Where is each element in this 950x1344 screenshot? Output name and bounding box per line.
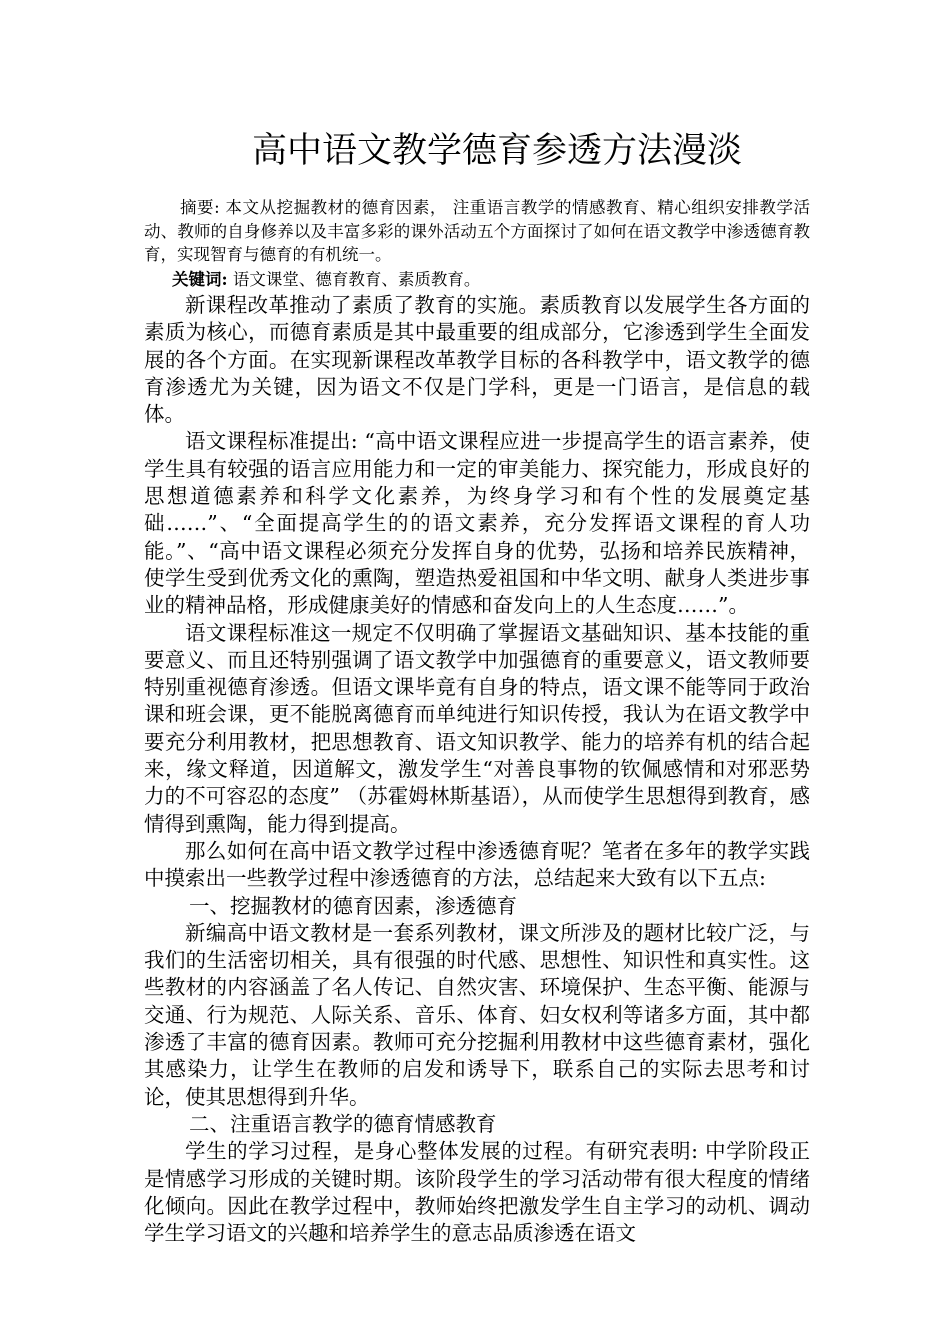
document-title: 高中语文教学德育参透方法漫淡 [252, 131, 743, 171]
section-heading-2: 二、注重语言教学的德育情感教育 [189, 1111, 497, 1136]
paragraph-curriculum-standard: 语文课程标准提出: “高中语文课程应进一步提高学生的语言素养，使学生具有较强的语言应用能力和一定的审美能力、探究能力，形成良好的思想道德素养和科学文化素养，为终身学习和有个性的发展奠定基础……”、“全面提高学生的的语文素养，充分发挥语文课程的育人功能。”、“高中语文课程必须充分发挥自身的优势，弘扬和培养民族精神，使学生受到优秀文化的熏陶，塑造热爱祖国和中华文明、献身人类进步事业的精神品格，形成健康美好的情感和奋发向上的人生态度……”。 [144, 429, 810, 618]
keywords-label: 关键词: [172, 270, 228, 289]
keywords-line [172, 268, 480, 292]
section-text-2: 学生的学习过程，是身心整体发展的过程。有研究表明: 中学阶段正是情感学习形成的关键时期。该阶段学生的学习活动带有很大程度的情绪化倾向。因此在教学过程中，教师始终把激发学生自主学习的动机、调动学生学习语文的兴趣和培养学生的意志品质渗透在语文 [144, 1139, 810, 1246]
body-text [144, 292, 810, 1247]
keywords-text: 语文课堂、德育教育、素质教育。 [227, 270, 481, 289]
section-heading-1: 一、挖掘教材的德育因素，渗透德育 [189, 893, 517, 918]
section-text-1: 新编高中语文教材是一套系列教材，课文所涉及的题材比较广泛，与我们的生活密切相关，具有很强的时代感、思想性、知识性和真实性。这些教材的内容涵盖了名人传记、自然灾害、环境保护、生态平衡、能源与交通、行为规范、人际关系、音乐、体育、妇女权利等诸多方面，其中都渗透了丰富的德育因素。教师可充分挖掘利用教材中这些德育素材，强化其感染力，让学生在教师的启发和诱导下，联系自己的实际去思考和讨论，使其思想得到升华。 [144, 920, 810, 1109]
paragraph-intro: 新课程改革推动了素质了教育的实施。素质教育以发展学生各方面的素质为核心，而德育素质是其中最重要的组成部分，它渗透到学生全面发展的各个方面。在实现新课程改革教学目标的各科教学中，语文教学的德育渗透尤为关键，因为语文不仅是门学科，更是一门语言，是信息的载体。 [144, 293, 810, 427]
paragraph-five-points: 那么如何在高中语文教学过程中渗透德育呢？笔者在多年的教学实践中摸索出一些教学过程中渗透德育的方法，总结起来大致有以下五点: [144, 838, 810, 891]
abstract: 摘要: 本文从挖掘教材的德育因素， 注重语言教学的情感教育、精心组织安排教学活动、教师的自身修养以及丰富多彩的课外活动五个方面探讨了如何在语文教学中渗透德育教育，实现智育与德育的有机统一。 [144, 198, 810, 264]
paragraph-standard-significance: 语文课程标准这一规定不仅明确了掌握语文基础知识、基本技能的重要意义、而且还特别强调了语文教学中加强德育的重要意义，语文教师要特别重视德育渗透。但语文课毕竟有自身的特点，语文课不能等同于政治课和班会课，更不能脱离德育而单纯进行知识传授，我认为在语文教学中要充分利用教材，把思想教育、语文知识教学、能力的培养有机的结合起来，缘文释道，因道解文，激发学生“对善良事物的钦佩感情和对邪恶势力的不可容忍的态度” （苏霍姆林斯基语），从而使学生思想得到教育，感情得到熏陶，能力得到提高。 [144, 620, 810, 836]
